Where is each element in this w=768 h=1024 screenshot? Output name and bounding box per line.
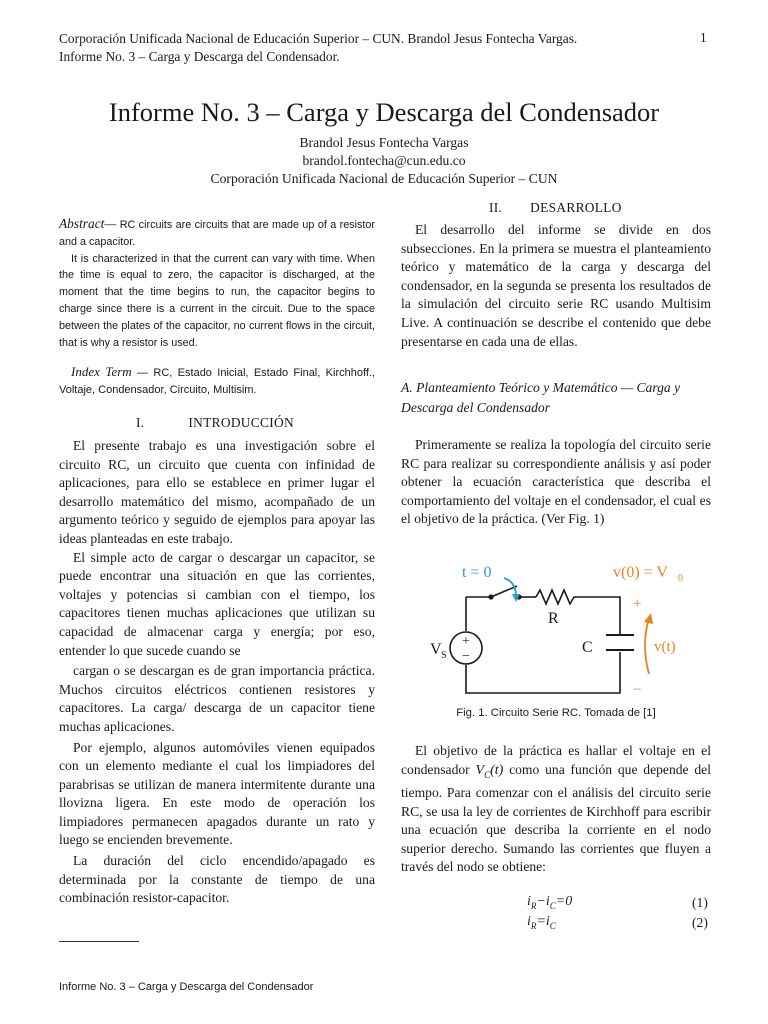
section-2-heading (489, 200, 622, 216)
paragraph: El desarrollo del informe se divide en dos subsecciones. En la primera se muestra el planteamiento teórico y matemático de la carga y descarga del condensador, en la segunda se presenta los resultados de la simulación del circuito serie RC usando Multisim Live. A continuación se describe el contenido que debe presentarse en cada una de ellas. (401, 222, 711, 349)
analysis-text-b: como una función que depende del tiempo. Para comenzar con el análisis del circuito serie RC, se usa la ley de corrientes de Kirchhoff para escribir una ecuación que describa la corriente en el nodo superior derecho. Sumando las corrientes que fluyen a través del nodo se obtiene: (401, 761, 711, 875)
switch-label: t = 0 (462, 564, 492, 581)
abstract (59, 216, 375, 351)
subsection-a-heading: A. Planteamiento Teórico y Matemático — Carga y Descarga del Condensador (401, 380, 681, 415)
abstract-text-2: It is characterized in that the current can vary with time. When the time is equal to zero, the capacitor is discharged, at the moment that the time begins to run, the capacitor begins to charge since there is a current in the circuit. Due to the space between the plates of the capacitor, no current flows in the circuit, that is why a resistor is used. (59, 252, 375, 349)
section-2-number: II. (489, 200, 503, 215)
section-2-topology-text (401, 436, 711, 529)
voltage-label: v(t) (654, 639, 676, 655)
equation-2-number: (2) (692, 915, 708, 930)
capacitor-label: C (582, 639, 593, 656)
abstract-text-1: RC circuits are circuits that are made up of a resistor and a capacitor. (59, 219, 375, 248)
resistor-icon (536, 590, 578, 604)
page-footer: Informe No. 3 – Carga y Descarga del Condensador (59, 981, 314, 993)
section-1-number: I. (136, 415, 145, 430)
capacitor-plus: + (633, 596, 642, 612)
author-institution: Corporación Unificada Nacional de Educación Superior – CUN (210, 171, 558, 186)
source-plus: + (462, 634, 470, 649)
resistor-label: R (548, 610, 559, 627)
author-name: Brandol Jesus Fontecha Vargas (299, 135, 469, 150)
section-2-analysis-text (401, 742, 711, 877)
paragraph: La duración del ciclo encendido/apagado es determinada por la constante de tiempo de una combinación resistor-capacitor. (59, 853, 375, 906)
figure-caption: Fig. 1. Circuito Serie RC. Tomada de [1] (456, 707, 656, 719)
paper-title: Informe No. 3 – Carga y Descarga del Condensador (108, 97, 660, 127)
running-header-line1: Corporación Unificada Nacional de Educación Superior – CUN. Brandol Jesus Fontecha Vargas. (59, 31, 578, 46)
section-2-intro (401, 221, 711, 351)
circuit-wires (466, 597, 620, 693)
initial-voltage-subscript: 0 (678, 573, 683, 584)
capacitor-icon (606, 635, 634, 650)
section-2-title: DESARROLLO (530, 200, 622, 215)
section-1-title: INTRODUCCIÓN (188, 415, 294, 430)
capacitor-minus: − (633, 682, 642, 698)
analysis-text-a: El objetivo de la práctica es hallar el voltaje en el condensador (401, 743, 711, 777)
equation-2: $i_R=i_C$ (527, 914, 556, 931)
author-email: brandol.fontecha@cun.edu.co (302, 153, 466, 168)
equation-1-number: (1) (692, 895, 708, 910)
vc-symbol: $V_C(t)$ (475, 762, 504, 780)
page-number: 1 (700, 30, 707, 45)
source-subscript: S (441, 650, 447, 661)
initial-voltage-label: v(0) = V (613, 564, 668, 581)
paragraph: cargan o se descargan es de gran importancia práctica. Muchos circuitos eléctricos contienen resistores y capacitores. La carga/ descarga de un capacitor tiene muchas aplicaciones. (59, 663, 375, 734)
paragraph: El presente trabajo es una investigación sobre el circuito RC, un circuito que cuenta con infinidad de aplicaciones, para ello se establece en primer lugar el desarrollo matemático del mismo, acompañado de un argumento teórico y seguido de ejemplos para apoyar las ideas planteadas en este trabajo. (59, 438, 375, 546)
footnote-rule (59, 941, 139, 942)
index-terms (59, 363, 375, 399)
running-header-line2: Informe No. 3 – Carga y Descarga del Condensador. (59, 49, 340, 64)
index-terms-label: Index Term (71, 364, 132, 379)
paragraph: El simple acto de cargar o descargar un capacitor, se puede encontrar una situación en que las corrientes, voltajes y potencias si cambian con el tiempo, los capacitores tienen muchas aplicaciones que utilizan su capacidad de almacenar carga y energía; por eso, entender lo que sucede cuando se (59, 549, 375, 658)
paragraph: Por ejemplo, algunos automóviles vienen equipados con un elemento mediante el cual los limpiadores del parabrisas se utilizan de manera intermitente durante una lloviznа ligera. En este modo de operación los limpiadores permanecen apagados durante un rato y luego se encienden brevemente. (59, 739, 375, 848)
paragraph (401, 742, 711, 877)
paragraph: Primeramente se realiza la topología del circuito serie RC para realizar su correspondiente análisis y así poder obtener la ecuación característica que describa el comportamiento del voltaje en el condensador, el cual es el objetivo de la práctica. (Ver Fig. 1) (401, 437, 711, 527)
source-minus: − (462, 649, 470, 664)
abstract-label: Abstract— (59, 216, 117, 231)
rc-circuit-figure (430, 556, 690, 701)
voltage-arrow-icon (645, 618, 649, 674)
switch-icon (488, 578, 521, 602)
equation-1: $i_R-i_C=0$ (527, 894, 573, 911)
index-terms-text: — RC, Estado Inicial, Estado Final, Kirchhoff., Voltaje, Condensador, Circuito, Multisim. (59, 367, 375, 396)
section-1-heading (136, 415, 294, 431)
section-1-body (59, 437, 375, 908)
source-label: V (430, 641, 442, 658)
